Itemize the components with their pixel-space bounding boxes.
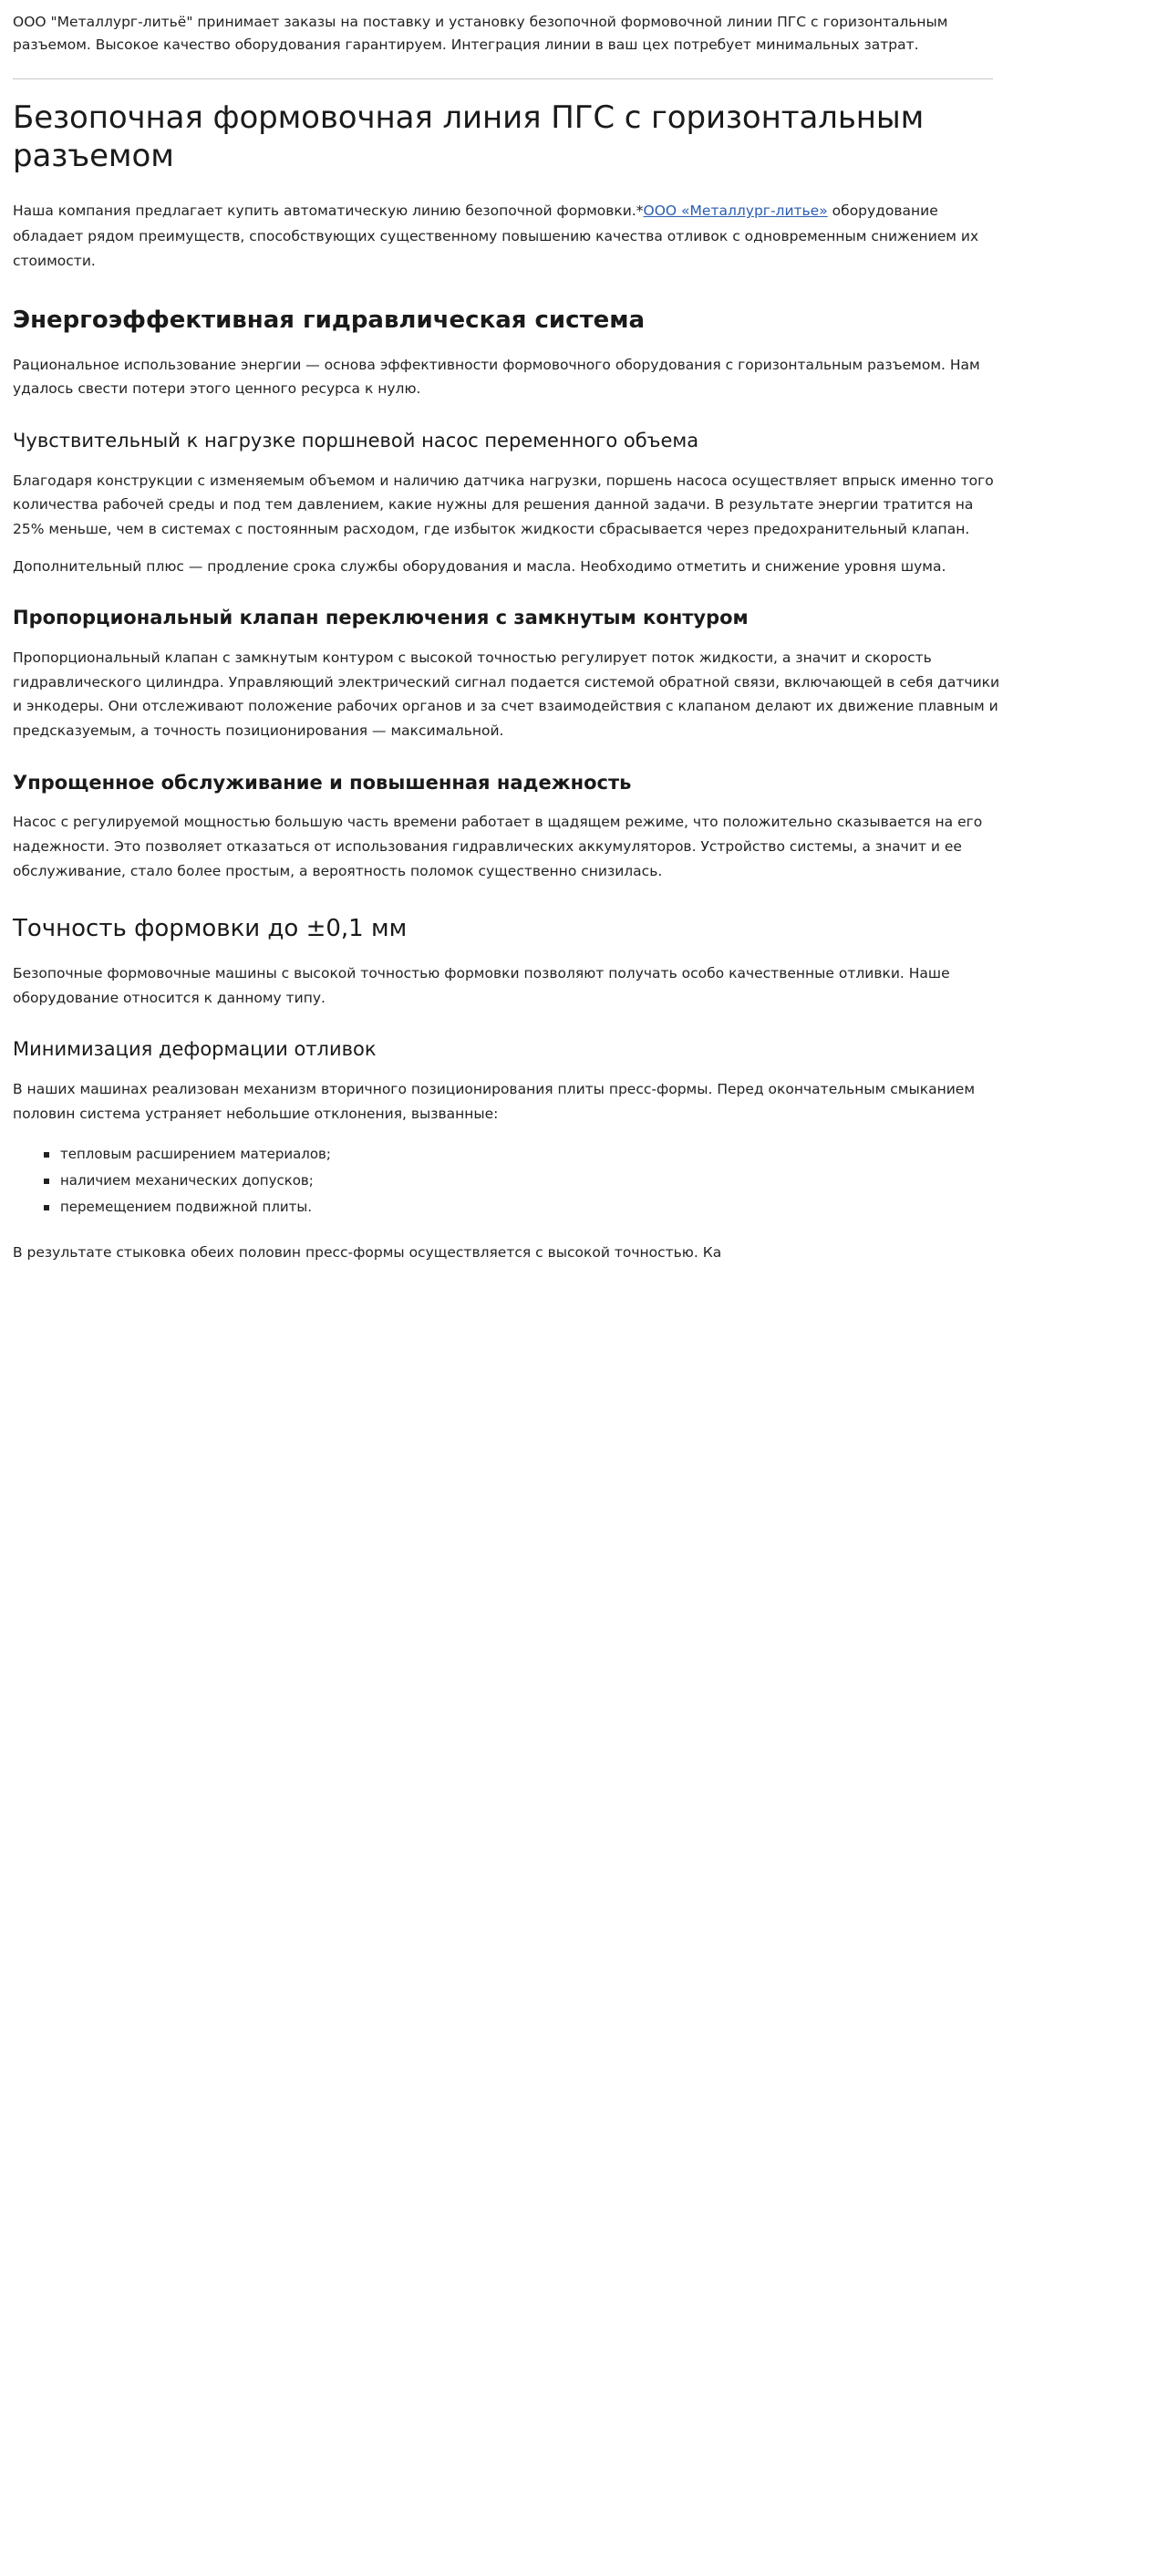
list-item: наличием механических допусков;	[44, 1168, 1145, 1194]
section-heading-energy: Энергоэффективная гидравлическая система	[13, 306, 646, 334]
section-divider	[13, 78, 993, 79]
subsection-paragraph-maintenance: Насос с регулируемой мощностью большую часть времени работает в щадящем режиме, что положительно сказывается на его надежности. Это позволяет отказаться от использования гидравлических аккумуляторов. Устройство системы, а значит и ее обслуживание, стало более простым, а вероятность поломок существенно снизилась.	[13, 814, 983, 879]
section-heading-precision: Точность формовки до ±0,1 мм	[13, 915, 408, 943]
company-link[interactable]: ООО «Металлург-литье»	[643, 203, 828, 220]
tail-paragraph: В результате стыковка обеих половин пресс-формы осуществляется с высокой точностью. Ка	[13, 1244, 722, 1262]
subsection-paragraph-pump-2: Дополнительный плюс — продление срока службы оборудования и масла. Необходимо отметить и снижение уровня шума.	[13, 557, 946, 575]
subsection-heading-pump: Чувствительный к нагрузке поршневой насос переменного объема	[13, 430, 699, 452]
section-paragraph-precision: Безопочные формовочные машины с высокой точностью формовки позволяют получать особо качественные отливки. Наше оборудование относится к данному типу.	[13, 965, 950, 1006]
subsection-paragraph-deformation: В наших машинах реализован механизм вторичного позиционирования плиты пресс-формы. Перед окончательным смыканием половин система устраняет небольшие отклонения, вызванные:	[13, 1081, 976, 1122]
page-title: Безопочная формовочная линия ПГС с горизонтальным разъемом	[13, 99, 925, 174]
list-item: тепловым расширением материалов;	[44, 1141, 1145, 1168]
deformation-causes-list	[13, 1141, 1145, 1221]
subsection-paragraph-pump-1: Благодаря конструкции с изменяемым объемом и наличию датчика нагрузки, поршень насоса осуществляет впрыск именно того количества рабочей среды и под тем давлением, какие нужны для решения данной задачи. В результате энергии тратится на 25% меньше, чем в системах с постоянным расходом, где избыток жидкости сбрасывается через предохранительный клапан.	[13, 472, 994, 538]
subsection-heading-maintenance: Упрощенное обслуживание и повышенная надежность	[13, 771, 632, 794]
list-item: перемещением подвижной плиты.	[44, 1194, 1145, 1220]
lead-text-before-link: Наша компания предлагает купить автоматическую линию безопочной формовки.*	[13, 203, 644, 220]
lead-text-after-link: оборудование обладает рядом преимуществ, способствующих существенному повышению качества отливок с одновременным снижением их стоимости.	[13, 203, 979, 270]
section-paragraph-energy: Рациональное использование энергии — основа эффективности формовочного оборудования с горизонтальным разъемом. Нам удалось свести потери этого ценного ресурса к нулю.	[13, 356, 980, 398]
subsection-heading-deformation: Минимизация деформации отливок	[13, 1038, 377, 1061]
intro-paragraph: ООО "Металлург-литьё" принимает заказы на поставку и установку безопочной формовочной линии ПГС с горизонтальным разъемом. Высокое качество оборудования гарантируем. Интеграция линии в ваш цех потребует минимальных затрат.	[13, 14, 948, 54]
subsection-heading-valve: Пропорциональный клапан переключения с замкнутым контуром	[13, 607, 749, 629]
subsection-paragraph-valve: Пропорциональный клапан с замкнутым контуром с высокой точностью регулирует поток жидкости, а значит и скорость гидравлического цилиндра. Управляющий электрический сигнал подается системой обратной связи, включающей в себя датчики и энкодеры. Они отслеживают положение рабочих органов и за счет взаимодействия с клапаном делают их движение плавным и предсказуемым, а точность позиционирования — максимальной.	[13, 649, 1000, 740]
lead-paragraph	[13, 199, 1007, 275]
